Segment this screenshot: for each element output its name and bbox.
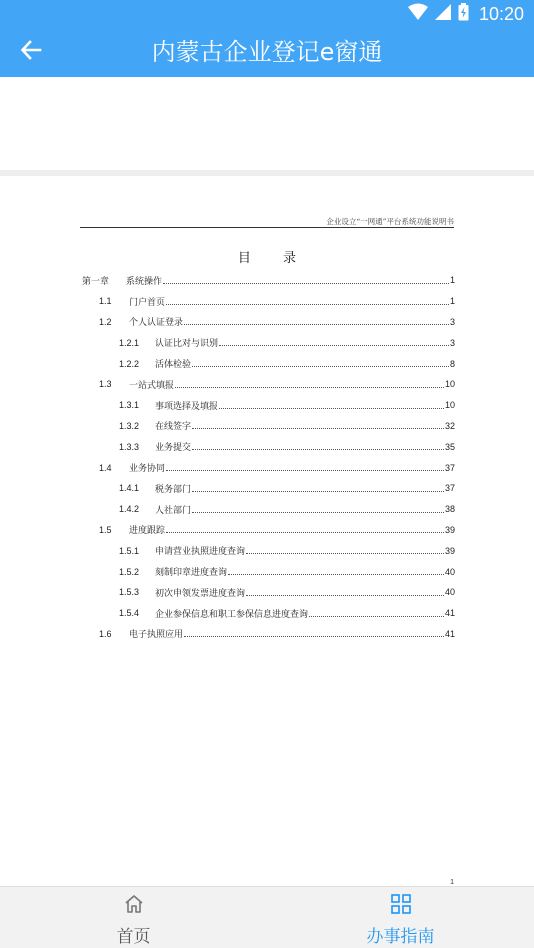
toc-entry-number: 第一章 <box>82 276 110 287</box>
page-number: 1 <box>450 879 454 886</box>
toc-entry-number: 1.5 <box>99 524 112 535</box>
toc-entry[interactable] <box>80 624 455 645</box>
toc-entry-page: 37 <box>444 462 455 473</box>
toc-entry-title: 初次申领发票进度查询 <box>155 588 246 599</box>
toc-entry[interactable] <box>80 499 455 520</box>
toc-entry-title: 企业参保信息和职工参保信息进度查询 <box>155 609 309 620</box>
document-header: 企业设立“一网通”平台系统功能说明书 <box>326 217 454 226</box>
toc-entry[interactable] <box>80 291 455 312</box>
toc-leader-dots <box>166 470 444 471</box>
toc-entry-title: 在线签字 <box>155 422 192 433</box>
toc-entry[interactable] <box>80 374 455 395</box>
toc-entry-page: 39 <box>444 524 455 535</box>
toc-entry-number: 1.4 <box>99 462 112 473</box>
toc-entry[interactable] <box>80 436 455 457</box>
toc-leader-dots <box>175 387 444 388</box>
toc-entry[interactable] <box>80 561 455 582</box>
status-time: 10:20 <box>478 3 524 24</box>
app-title: 内蒙古企业登记e窗通 <box>151 38 383 66</box>
document-previous-page <box>0 77 534 170</box>
toc-leader-dots <box>309 616 444 617</box>
toc-entry[interactable] <box>80 457 455 478</box>
toc-entry-title: 系统操作 <box>126 276 163 287</box>
toc-entry-page: 10 <box>444 400 455 411</box>
toc-entry-number: 1.5.1 <box>119 545 140 556</box>
toc-leader-dots <box>184 324 449 325</box>
toc-heading: 目 录 <box>237 251 311 266</box>
document-page[interactable] <box>0 176 534 886</box>
toc-entry-number: 1.3.1 <box>119 400 140 411</box>
tab-home-label: 首页 <box>116 927 151 947</box>
toc-leader-dots <box>184 636 444 637</box>
toc-entry-title: 认证比对与识别 <box>155 339 219 350</box>
toc-leader-dots <box>246 595 444 596</box>
toc-entry-page: 41 <box>444 628 455 639</box>
toc-entry-title: 进度跟踪 <box>129 526 166 537</box>
toc-entry-number: 1.1 <box>99 296 112 307</box>
tab-guide[interactable] <box>267 887 534 948</box>
toc-entry[interactable] <box>80 332 455 353</box>
toc-leader-dots <box>166 304 449 305</box>
toc-entry[interactable] <box>80 520 455 541</box>
toc-entry-number: 1.5.4 <box>119 608 140 619</box>
tab-home[interactable] <box>0 887 267 948</box>
toc-entry-number: 1.2.1 <box>119 337 140 348</box>
toc-entry-page: 32 <box>444 420 455 431</box>
home-icon <box>123 894 145 918</box>
toc-entry-title: 一站式填报 <box>129 380 175 391</box>
toc-leader-dots <box>166 532 444 533</box>
toc-entry-title: 电子执照应用 <box>129 630 184 641</box>
toc-entry-page: 3 <box>449 337 455 348</box>
toc-entry[interactable] <box>80 395 455 416</box>
toc-entry-number: 1.5.3 <box>119 587 140 598</box>
toc-leader-dots <box>246 553 444 554</box>
toc-entry-title: 业务协同 <box>129 464 166 475</box>
toc-entry-page: 39 <box>444 545 455 556</box>
toc-leader-dots <box>163 283 449 284</box>
toc-entry[interactable] <box>80 353 455 374</box>
toc-entry-page: 40 <box>444 587 455 598</box>
toc-entry-title: 税务部门 <box>155 484 192 495</box>
toc-entry-page: 41 <box>444 608 455 619</box>
toc-entry-title: 活体检验 <box>155 360 192 371</box>
toc-entry[interactable] <box>80 416 455 437</box>
toc-leader-dots <box>192 366 449 367</box>
toc-entry-number: 1.3.2 <box>119 420 140 431</box>
toc-list <box>80 270 455 644</box>
toc-leader-dots <box>219 408 444 409</box>
toc-leader-dots <box>192 512 444 513</box>
toc-entry-page: 38 <box>444 504 455 515</box>
toc-entry-number: 1.3 <box>99 379 112 390</box>
battery-icon <box>458 3 469 25</box>
toc-entry-number: 1.5.2 <box>119 566 140 577</box>
app-bar <box>0 27 534 77</box>
toc-entry[interactable] <box>80 312 455 333</box>
tab-guide-label: 办事指南 <box>366 927 435 947</box>
toc-leader-dots <box>192 449 444 450</box>
toc-entry[interactable] <box>80 478 455 499</box>
toc-entry-page: 3 <box>449 316 455 327</box>
toc-entry-title: 申请营业执照进度查询 <box>155 547 246 558</box>
toc-entry-page: 37 <box>444 483 455 494</box>
toc-entry[interactable] <box>80 540 455 561</box>
toc-entry-number: 1.4.2 <box>119 504 140 515</box>
wifi-icon <box>408 3 428 25</box>
toc-leader-dots <box>228 574 444 575</box>
toc-entry-title: 人社部门 <box>155 505 192 516</box>
toc-leader-dots <box>219 345 449 346</box>
toc-entry-title: 业务提交 <box>155 443 192 454</box>
toc-entry[interactable] <box>80 582 455 603</box>
toc-entry-number: 1.4.1 <box>119 483 140 494</box>
toc-entry-title: 刻制印章进度查询 <box>155 568 228 579</box>
toc-entry-page: 1 <box>449 275 455 286</box>
status-icons <box>408 3 524 25</box>
bottom-nav <box>0 886 534 948</box>
toc-entry-title: 个人认证登录 <box>129 318 184 329</box>
toc-entry-number: 1.3.3 <box>119 441 140 452</box>
toc-entry-number: 1.6 <box>99 628 112 639</box>
status-bar <box>0 0 534 27</box>
signal-icon <box>434 3 452 25</box>
toc-entry-title: 门户首页 <box>129 297 166 308</box>
toc-entry-title: 事项选择及填报 <box>155 401 219 412</box>
toc-entry-page: 40 <box>444 566 455 577</box>
toc-entry[interactable] <box>80 270 455 291</box>
toc-leader-dots <box>192 491 444 492</box>
toc-entry-page: 35 <box>444 441 455 452</box>
grid-icon <box>390 894 412 918</box>
toc-entry-page: 8 <box>449 358 455 369</box>
toc-entry-number: 1.2.2 <box>119 358 140 369</box>
header-rule <box>80 227 454 228</box>
toc-entry-page: 1 <box>449 296 455 307</box>
toc-entry[interactable] <box>80 603 455 624</box>
toc-entry-page: 10 <box>444 379 455 390</box>
toc-leader-dots <box>192 428 444 429</box>
toc-entry-number: 1.2 <box>99 316 112 327</box>
